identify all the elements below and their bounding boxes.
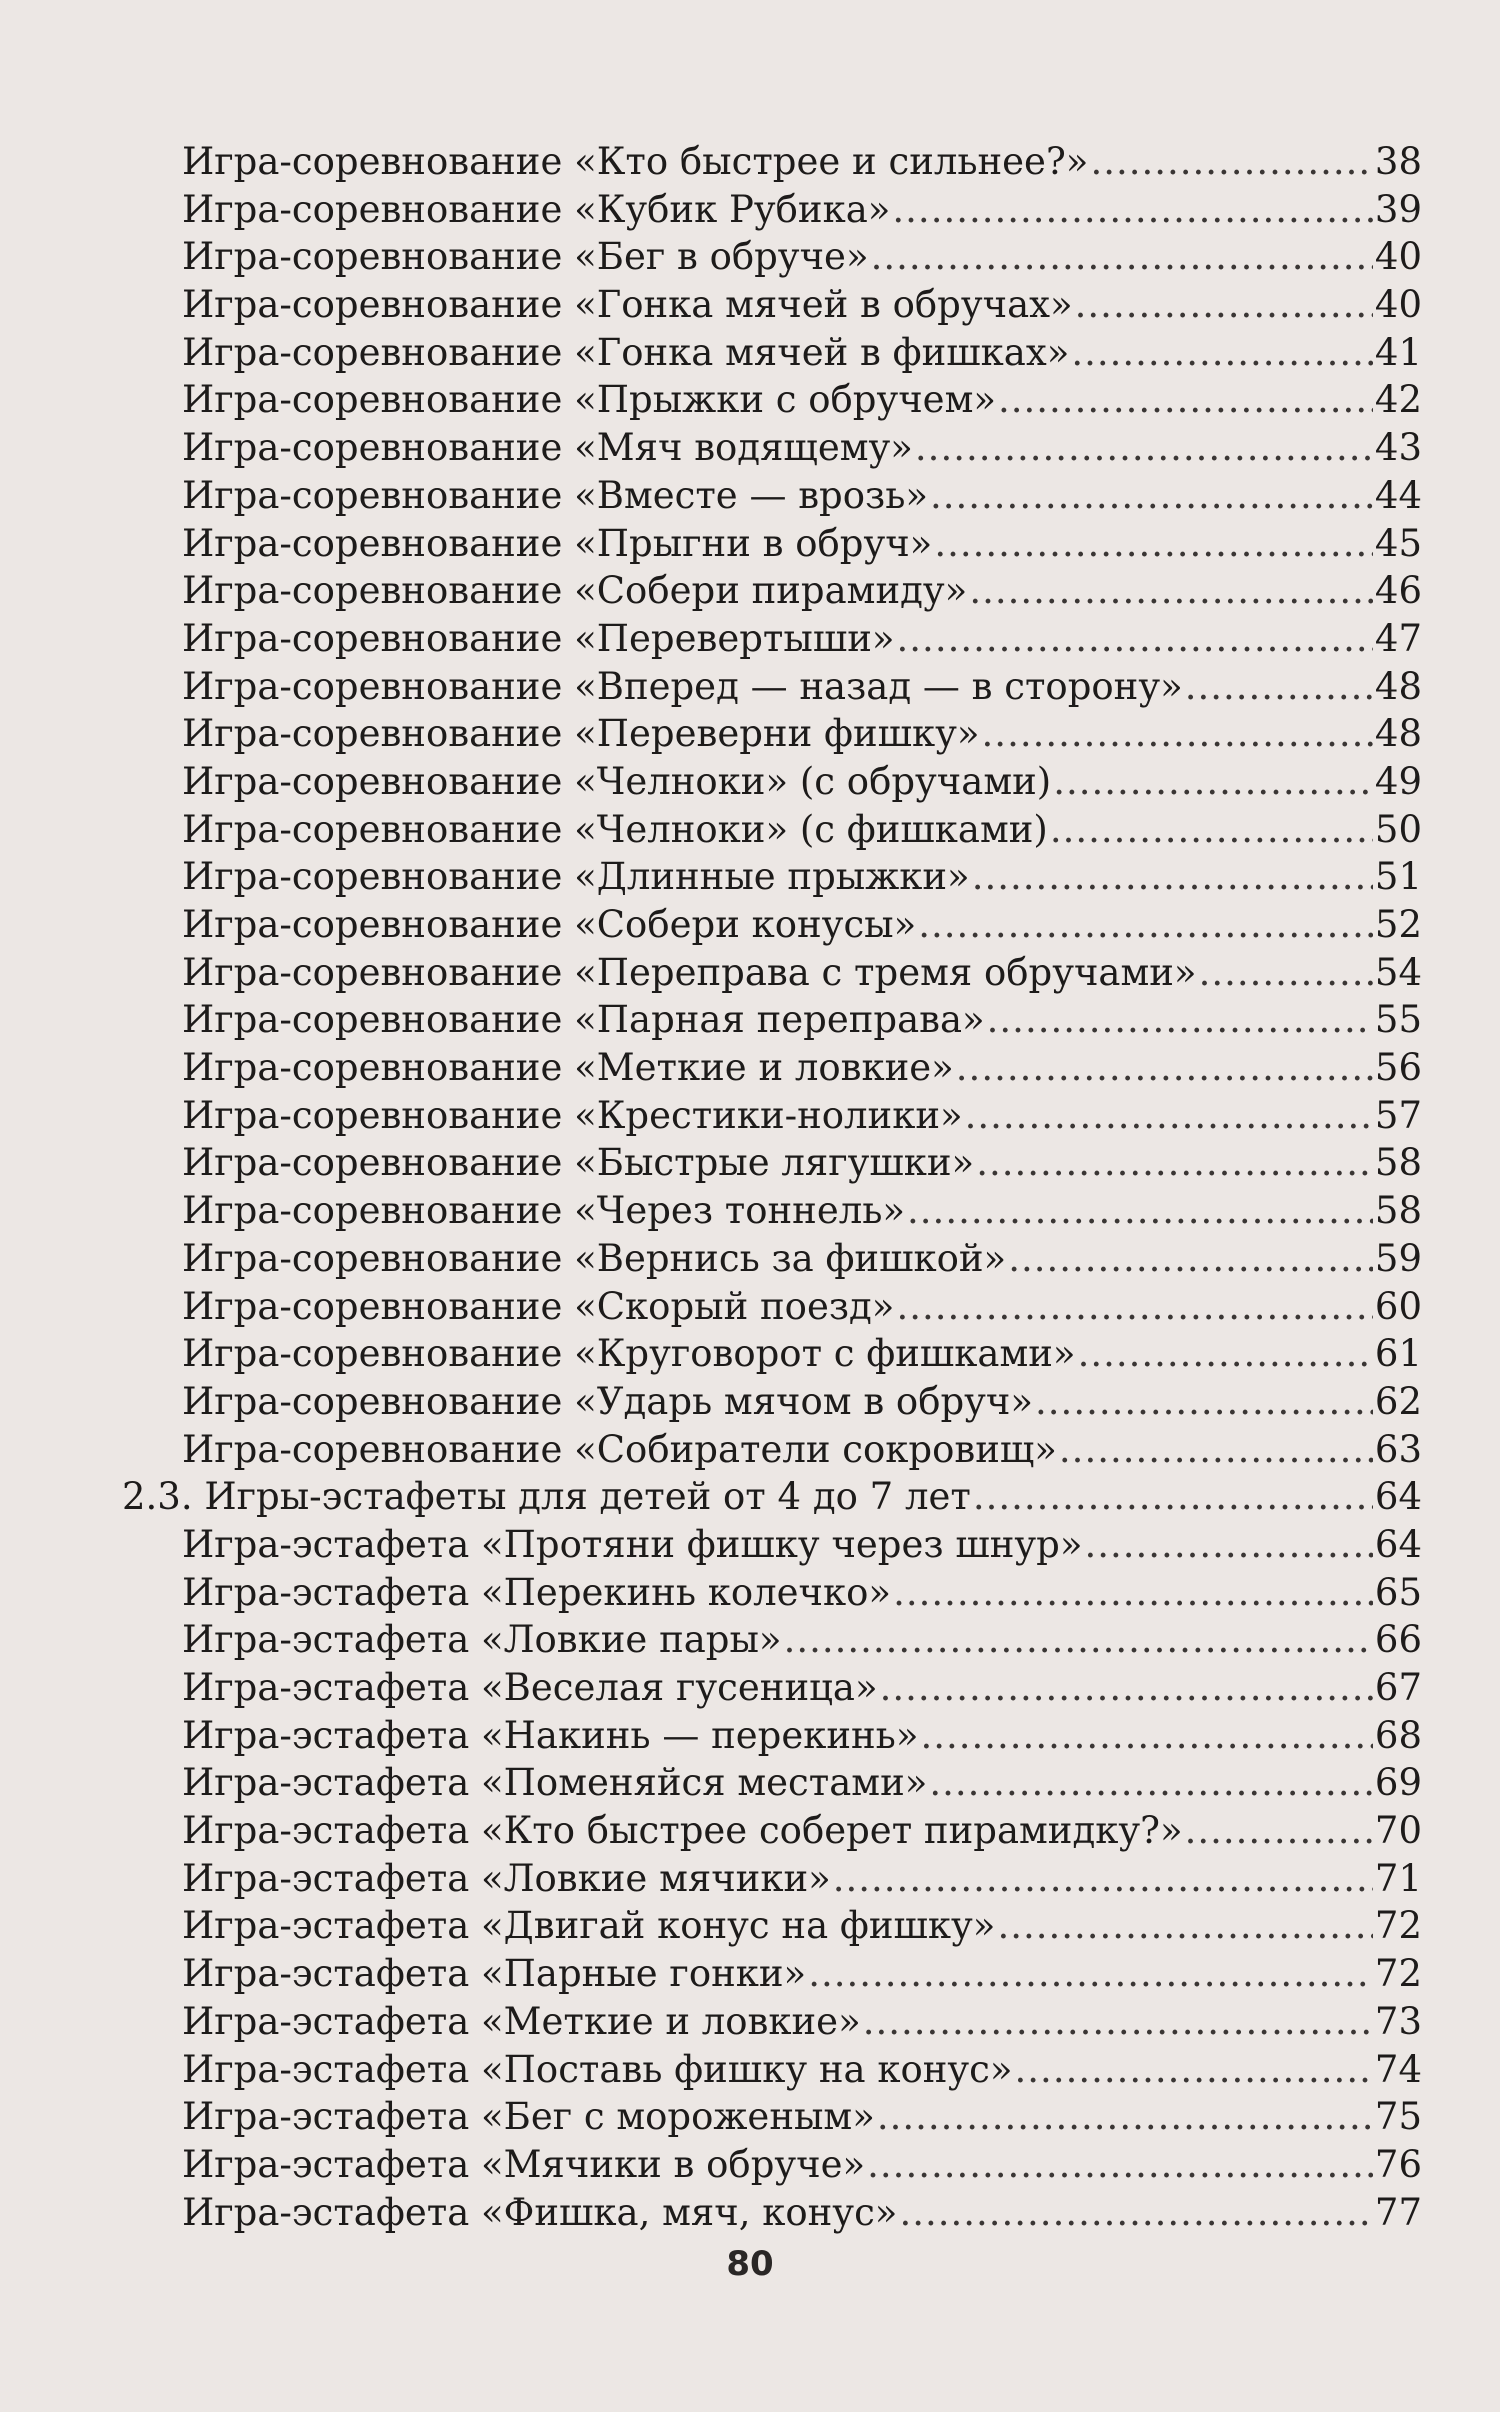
toc-entry-title: Игра-эстафета «Накинь — перекинь» bbox=[182, 1713, 919, 1757]
toc-entry-page: 63 bbox=[1374, 1427, 1422, 1471]
toc-entry bbox=[122, 1235, 1422, 1283]
toc-entry bbox=[122, 1616, 1422, 1664]
toc-entry-page: 72 bbox=[1374, 1904, 1422, 1948]
toc-entry bbox=[122, 520, 1422, 568]
toc-entry-title: Игра-эстафета «Поставь фишку на конус» bbox=[182, 2047, 1013, 2091]
toc-entry bbox=[122, 233, 1422, 281]
toc-entry-page: 46 bbox=[1374, 569, 1422, 613]
toc-entry-page: 43 bbox=[1374, 426, 1422, 470]
toc-entry-page: 72 bbox=[1374, 1952, 1422, 1996]
toc-entry-page: 70 bbox=[1374, 1809, 1422, 1853]
dot-leader bbox=[920, 1712, 1372, 1760]
toc-entry bbox=[122, 1950, 1422, 1998]
toc-entry bbox=[122, 1044, 1422, 1092]
toc-entry bbox=[122, 424, 1422, 472]
dot-leader bbox=[982, 710, 1373, 758]
dot-leader bbox=[1071, 329, 1373, 377]
toc-entry bbox=[122, 1664, 1422, 1712]
toc-entry bbox=[122, 1092, 1422, 1140]
dot-leader bbox=[1008, 1235, 1373, 1283]
toc-entry-title: Игра-эстафета «Перекинь колечко» bbox=[182, 1570, 892, 1614]
toc-entry-page: 45 bbox=[1374, 521, 1422, 565]
dot-leader bbox=[907, 1187, 1373, 1235]
toc-entry-page: 48 bbox=[1374, 712, 1422, 756]
toc-entry bbox=[122, 615, 1422, 663]
dot-leader bbox=[987, 996, 1373, 1044]
toc-entry bbox=[122, 663, 1422, 711]
toc-entry bbox=[122, 1998, 1422, 2046]
toc-entry bbox=[122, 996, 1422, 1044]
toc-entry-title: Игра-эстафета «Фишка, мяч, конус» bbox=[182, 2190, 898, 2234]
toc-entry-title: Игра-эстафета «Мячики в обруче» bbox=[182, 2142, 866, 2186]
toc-entry-title: Игра-соревнование «Быстрые лягушки» bbox=[182, 1141, 975, 1185]
toc-entry bbox=[122, 710, 1422, 758]
toc-entry-title: Игра-эстафета «Протяни фишку через шнур» bbox=[182, 1522, 1083, 1566]
dot-leader bbox=[867, 2141, 1373, 2189]
toc-entry-title: Игра-соревнование «Вперед — назад — в сторону» bbox=[182, 664, 1183, 708]
toc-entry bbox=[122, 1187, 1422, 1235]
toc-entry-page: 47 bbox=[1374, 616, 1422, 660]
toc-entry-title: Игра-соревнование «Переправа с тремя обручами» bbox=[182, 950, 1197, 994]
toc-entry-page: 58 bbox=[1374, 1141, 1422, 1185]
dot-leader bbox=[892, 186, 1373, 234]
dot-leader bbox=[997, 1902, 1372, 1950]
toc-entry-page: 64 bbox=[1374, 1522, 1422, 1566]
toc-entry-title: Игра-эстафета «Веселая гусеница» bbox=[182, 1666, 878, 1709]
toc-entry-title: Игра-соревнование «Крестики-нолики» bbox=[182, 1093, 963, 1137]
dot-leader bbox=[972, 853, 1373, 901]
toc-entry-page: 76 bbox=[1374, 2142, 1422, 2186]
toc-entry bbox=[122, 329, 1422, 377]
dot-leader bbox=[1084, 1521, 1372, 1569]
toc-entry-title: Игра-соревнование «Парная переправа» bbox=[182, 998, 985, 1042]
toc-entry-page: 62 bbox=[1374, 1379, 1422, 1423]
toc-entry bbox=[122, 853, 1422, 901]
dot-leader bbox=[880, 1664, 1373, 1712]
page-number: 80 bbox=[726, 2244, 774, 2284]
dot-leader bbox=[965, 1092, 1373, 1140]
dot-leader bbox=[899, 2189, 1372, 2237]
dot-leader bbox=[893, 1569, 1373, 1617]
toc-entry-page: 73 bbox=[1374, 1999, 1422, 2043]
toc-entry-page: 68 bbox=[1374, 1713, 1422, 1757]
toc-entry-title: Игра-соревнование «Кубик Рубика» bbox=[182, 187, 891, 231]
dot-leader bbox=[1090, 138, 1372, 186]
toc-entry bbox=[122, 1569, 1422, 1617]
toc-entry-title: Игра-эстафета «Двигай конус на фишку» bbox=[182, 1904, 996, 1948]
toc-entry-title: Игра-соревнование «Перевертыши» bbox=[182, 616, 895, 660]
dot-leader bbox=[969, 567, 1373, 615]
toc-entry bbox=[122, 2141, 1422, 2189]
toc-entry-title: 2.3. Игры-эстафеты для детей от 4 до 7 лет bbox=[122, 1475, 971, 1519]
toc-entry-title: Игра-эстафета «Парные гонки» bbox=[182, 1952, 807, 1996]
dot-leader bbox=[897, 615, 1373, 663]
dot-leader bbox=[1050, 806, 1373, 854]
toc-entry bbox=[122, 1521, 1422, 1569]
dot-leader bbox=[934, 520, 1373, 568]
toc-entry-title: Игра-эстафета «Меткие и ловкие» bbox=[182, 1999, 861, 2043]
toc-entry-page: 65 bbox=[1374, 1570, 1422, 1614]
toc-entry bbox=[122, 949, 1422, 997]
toc-entry bbox=[122, 2046, 1422, 2094]
dot-leader bbox=[833, 1855, 1373, 1903]
toc-entry-page: 54 bbox=[1374, 950, 1422, 994]
toc-entry bbox=[122, 806, 1422, 854]
toc-entry bbox=[122, 567, 1422, 615]
toc-entry-page: 50 bbox=[1374, 807, 1422, 851]
toc-entry-title: Игра-соревнование «Собиратели сокровищ» bbox=[182, 1427, 1057, 1471]
dot-leader bbox=[1185, 663, 1373, 711]
toc-entry bbox=[122, 1759, 1422, 1807]
toc-entry-page: 41 bbox=[1374, 330, 1422, 374]
toc-entry-page: 51 bbox=[1374, 855, 1422, 899]
toc-entry-title: Игра-соревнование «Круговорот с фишками» bbox=[182, 1332, 1076, 1376]
toc-entry-title: Игра-эстафета «Бег с мороженым» bbox=[182, 2095, 875, 2139]
toc-entry-title: Игра-соревнование «Длинные прыжки» bbox=[182, 855, 970, 899]
dot-leader bbox=[973, 1473, 1373, 1521]
toc-entry-page: 57 bbox=[1374, 1093, 1422, 1137]
toc-entry-page: 71 bbox=[1374, 1856, 1422, 1900]
toc-entry-title: Игра-соревнование «Через тоннель» bbox=[182, 1189, 906, 1233]
toc-entry-page: 40 bbox=[1374, 235, 1422, 279]
toc-entry bbox=[122, 376, 1422, 424]
toc-entry-title: Игра-соревнование «Собери конусы» bbox=[182, 903, 917, 946]
dot-leader bbox=[930, 472, 1373, 520]
toc-entry-title: Игра-соревнование «Вместе — врозь» bbox=[182, 473, 928, 517]
toc-entry-title: Игра-соревнование «Переверни фишку» bbox=[182, 712, 980, 756]
toc-entry-title: Игра-эстафета «Ловкие мячики» bbox=[182, 1856, 831, 1900]
dot-leader bbox=[915, 424, 1373, 472]
dot-leader bbox=[998, 376, 1373, 424]
toc-entry-title: Игра-соревнование «Прыжки с обручем» bbox=[182, 378, 996, 422]
toc-entry-title: Игра-соревнование «Вернись за фишкой» bbox=[182, 1236, 1007, 1280]
toc-entry-title: Игра-соревнование «Челноки» (с фишками) bbox=[182, 807, 1048, 851]
toc-entry bbox=[122, 472, 1422, 520]
toc-entry-page: 77 bbox=[1374, 2190, 1422, 2234]
toc-entry bbox=[122, 1139, 1422, 1187]
toc-entry-title: Игра-соревнование «Собери пирамиду» bbox=[182, 569, 968, 613]
toc-entry-page: 44 bbox=[1374, 473, 1422, 517]
toc-entry-title: Игра-соревнование «Прыгни в обруч» bbox=[182, 521, 933, 565]
toc-entry bbox=[122, 901, 1422, 949]
toc-entry-title: Игра-соревнование «Меткие и ловкие» bbox=[182, 1046, 954, 1090]
toc-entry-title: Игра-соревнование «Гонка мячей в обручах» bbox=[182, 283, 1073, 327]
toc-entry bbox=[122, 1807, 1422, 1855]
toc-entry-title: Игра-соревнование «Скорый поезд» bbox=[182, 1284, 895, 1328]
toc-entry-page: 38 bbox=[1374, 140, 1422, 183]
toc-entry-title: Игра-соревнование «Мяч водящему» bbox=[182, 426, 913, 470]
toc-entry-page: 48 bbox=[1374, 664, 1422, 708]
dot-leader bbox=[1199, 949, 1373, 997]
toc-entry bbox=[122, 1283, 1422, 1331]
toc-entry-page: 67 bbox=[1374, 1666, 1422, 1709]
toc-entry-title: Игра-соревнование «Бег в обруче» bbox=[182, 235, 869, 279]
toc-section-heading bbox=[122, 1473, 1422, 1521]
toc-entry-title: Игра-соревнование «Гонка мячей в фишках» bbox=[182, 330, 1070, 374]
toc-entry bbox=[122, 1426, 1422, 1474]
toc-entry-title: Игра-эстафета «Кто быстрее соберет пирамидку?» bbox=[182, 1809, 1183, 1853]
toc-entry bbox=[122, 186, 1422, 234]
toc-entry-title: Игра-эстафета «Поменяйся местами» bbox=[182, 1761, 928, 1805]
dot-leader bbox=[976, 1139, 1373, 1187]
toc-entry-page: 39 bbox=[1374, 187, 1422, 231]
toc-entry bbox=[122, 1712, 1422, 1760]
toc-entry-page: 75 bbox=[1374, 2095, 1422, 2139]
toc-entry-title: Игра-эстафета «Ловкие пары» bbox=[182, 1618, 782, 1662]
toc-entry-page: 58 bbox=[1374, 1189, 1422, 1233]
dot-leader bbox=[1015, 2046, 1373, 2094]
dot-leader bbox=[956, 1044, 1373, 1092]
toc-entry-page: 42 bbox=[1374, 378, 1422, 422]
dot-leader bbox=[1053, 758, 1373, 806]
dot-leader bbox=[1185, 1807, 1373, 1855]
toc-entry-page: 69 bbox=[1374, 1761, 1422, 1805]
dot-leader bbox=[918, 901, 1373, 949]
toc-entry-title: Игра-соревнование «Челноки» (с обручами) bbox=[182, 759, 1052, 803]
dot-leader bbox=[1075, 281, 1373, 329]
dot-leader bbox=[784, 1616, 1373, 1664]
toc-entry-page: 64 bbox=[1374, 1475, 1422, 1519]
toc-entry bbox=[122, 1902, 1422, 1950]
toc-entry-page: 52 bbox=[1374, 903, 1422, 946]
toc-entry-title: Игра-соревнование «Ударь мячом в обруч» bbox=[182, 1379, 1034, 1423]
toc-entry-page: 40 bbox=[1374, 283, 1422, 327]
dot-leader bbox=[871, 233, 1373, 281]
dot-leader bbox=[1059, 1426, 1373, 1474]
dot-leader bbox=[896, 1283, 1372, 1331]
dot-leader bbox=[877, 2093, 1373, 2141]
dot-leader bbox=[808, 1950, 1373, 1998]
toc-entry bbox=[122, 1855, 1422, 1903]
toc-entry bbox=[122, 758, 1422, 806]
toc-entry bbox=[122, 1330, 1422, 1378]
toc-entry-page: 55 bbox=[1374, 998, 1422, 1042]
dot-leader bbox=[863, 1998, 1373, 2046]
toc-entry bbox=[122, 281, 1422, 329]
toc-entry-page: 61 bbox=[1374, 1332, 1422, 1376]
dot-leader bbox=[1035, 1378, 1373, 1426]
toc-entry-page: 66 bbox=[1374, 1618, 1422, 1662]
toc-entry-page: 59 bbox=[1374, 1236, 1422, 1280]
toc-entry-page: 49 bbox=[1374, 759, 1422, 803]
toc-entry bbox=[122, 138, 1422, 186]
toc-entry bbox=[122, 2093, 1422, 2141]
toc-entry-page: 56 bbox=[1374, 1046, 1422, 1090]
toc-entry bbox=[122, 1378, 1422, 1426]
toc-entry-title: Игра-соревнование «Кто быстрее и сильнее?» bbox=[182, 140, 1089, 183]
table-of-contents bbox=[122, 138, 1422, 2236]
dot-leader bbox=[929, 1759, 1373, 1807]
toc-entry bbox=[122, 2189, 1422, 2237]
toc-entry-page: 60 bbox=[1374, 1284, 1422, 1328]
dot-leader bbox=[1078, 1330, 1373, 1378]
toc-entry-page: 74 bbox=[1374, 2047, 1422, 2091]
